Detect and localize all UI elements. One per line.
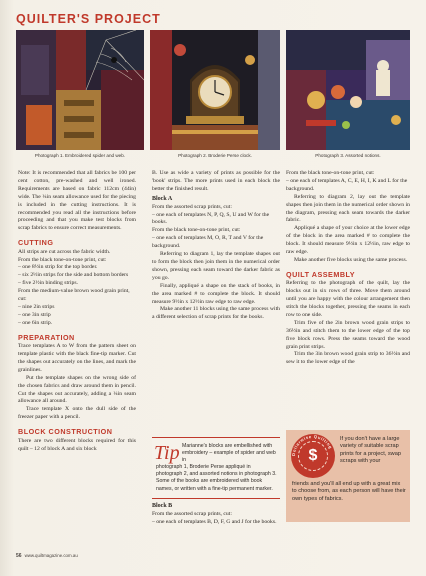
paragraph: There are two different blocks required for this quilt – 12 of block A and six block [18,437,136,452]
tip-box [152,437,280,499]
paragraph: Make another five blocks using the same process. [294,256,408,263]
list-item: – one each of templates N, P, Q, S, U and W for the books. [152,211,270,226]
page-footer [16,553,78,559]
text-line: From the black tone-on-tone print, cut: [18,256,107,263]
list-item: – one 3in strip [18,311,51,318]
dollar-icon: $ [298,441,328,471]
subheading-block-b: Block B [152,503,173,509]
paragraph: B. Use as wide a variety of prints as possible for the 'book' strips. The more prints used in each block the better the finished result. [152,170,280,192]
text-line: From the assorted scrap prints, cut: [152,203,232,210]
svg-text:Dollarwise Quilting: Dollarwise Quilting [291,434,334,457]
dollarwise-text: If you don't have a large variety of suitable scrap prints for a project, swap scraps with your [340,436,401,465]
paragraph: Make another 11 blocks using the same process with a different selection of scrap prints for the books. [152,306,280,321]
list-item: – one 8½in strip for the top border. [18,264,98,271]
section-heading-preparation: PREPARATION [18,332,75,342]
section-heading-quilt-assembly: QUILT ASSEMBLY [286,269,356,279]
list-item: – five 2½in binding strips. [18,280,79,287]
text-line: From the black tone-on-tone print, cut: [286,170,375,176]
paragraph: Finally, appliqué a shape on the stack of books, in the area marked # to complete the block. It should measure 9½in x 12½in raw edge to raw edge. [152,282,280,305]
paragraph: Appliqué a shape of your choice at the lower edge of the block in the area marked # to complete the block. It should measure 9½in x 12½in, raw edge to raw edge. [286,225,410,256]
photo-caption-2: Photograph 2. Broderie Perse clock. [178,153,252,158]
badge-ring-text [291,434,335,478]
paragraph: Trim five of the 2in brown wood grain strips to 36½in and stitch them to the lower edge of the top five block rows. Press the seams toward the wood grain print strips. [286,319,410,350]
paragraph: Referring to diagram 1, lay the template shapes out to form the block then join them in the numerical order shown, pressing each seam toward the darker fabric as you go. [152,251,280,281]
tip-label: Tip [154,442,180,464]
list-item: – one 6in strip. [18,319,53,326]
paragraph: Referring to the photograph of the quilt, lay the blocks out in six rows of three. Move them around until you are happy with the colour arrangement then stitch the blocks together, pressing the seams in each row to one side. [286,280,410,318]
paragraph: Trim the 3in brown wood grain strip to 36½in and sew it to the lower edge of the [286,351,410,366]
list-item: – nine 2in strips [18,304,55,310]
section-heading-block-construction: BLOCK CONSTRUCTION [18,427,113,437]
column-2 [152,170,280,322]
list-item: – one each of templates A, C, E, H, I, K and L for the background. [286,177,408,192]
tip-text: Marianne's blocks are embellished with embroidery – example of spider and web in [182,443,276,464]
note-paragraph: Note: It is recommended that all fabrics be 100 per cent cotton, pre-washed and well ironed. Requirements are based on fabric 112cm (44in) wide. The ¼in seam allowance used for the piecing is included in the cutting instructions. It is recommended you read all the instructions before proceeding and that you make test blocks from scrap fabrics to ensure correct measurements. [18,170,136,232]
column-1 [18,170,136,453]
paragraph: Referring to diagram 2, lay out the template shapes then join them in the numerical order shown in the diagram, pressing each seam towards the darker fabric. [286,193,410,224]
text-line: All strips are cut across the fabric width. [18,248,111,255]
photo-assorted-notions [286,30,410,150]
paragraph: Trace templates A to W from the pattern sheet on template plastic with the black fine-tip marker. Cut the shapes out accurately on the lines, and mark the grainlines. [18,343,136,373]
photo-caption-3: Photograph 3. Assorted notions. [315,153,381,158]
text-line: From the assorted scrap prints, cut: [152,510,232,517]
list-item: – one each of templates M, O, R, T and V for the background. [152,235,264,250]
list-item: – six 2½in strips for the side and bottom borders [18,272,129,279]
page-number: 56 [16,553,22,559]
block-b-section [152,503,280,527]
tip-text-continued: photograph 1, Broderie Perse appliqué in photograph 2, and assorted notions in photograph 3. Some of the books are embroidered with book names, or written with a fine-tip permanent marker. [156,464,277,492]
paragraph: Put the template shapes on the wrong side of the chosen fabrics and draw around them in pencil. Cut the shapes out accurately, adding a ¼in seam allowance all around. [18,374,136,405]
section-heading-cutting: CUTTING [18,238,54,248]
photo-broderie-perse-clock [150,30,280,150]
list-item: – one each of templates B, D, F, G and J for the books. [152,518,277,525]
text-line: From the black tone-on-tone print, cut: [152,227,241,234]
dollarwise-text-continued: friends and you'll all end up with a great mix to choose from, as each person will have their own types of fabrics. [292,481,406,502]
footer-url: www.quiltmagazine.com.au [24,553,78,558]
paragraph: Trace template X onto the dull side of the freezer paper with a pencil. [18,406,136,421]
photo-spider-web [16,30,144,150]
subheading-block-a: Block A [152,195,173,202]
page-header: QUILTER'S PROJECT [16,12,161,26]
column-3 [286,170,410,367]
text-line: From the medium-value brown wood grain print, cut: [18,288,130,303]
photo-caption-1: Photograph 1. Embroidered spider and web. [34,153,126,158]
